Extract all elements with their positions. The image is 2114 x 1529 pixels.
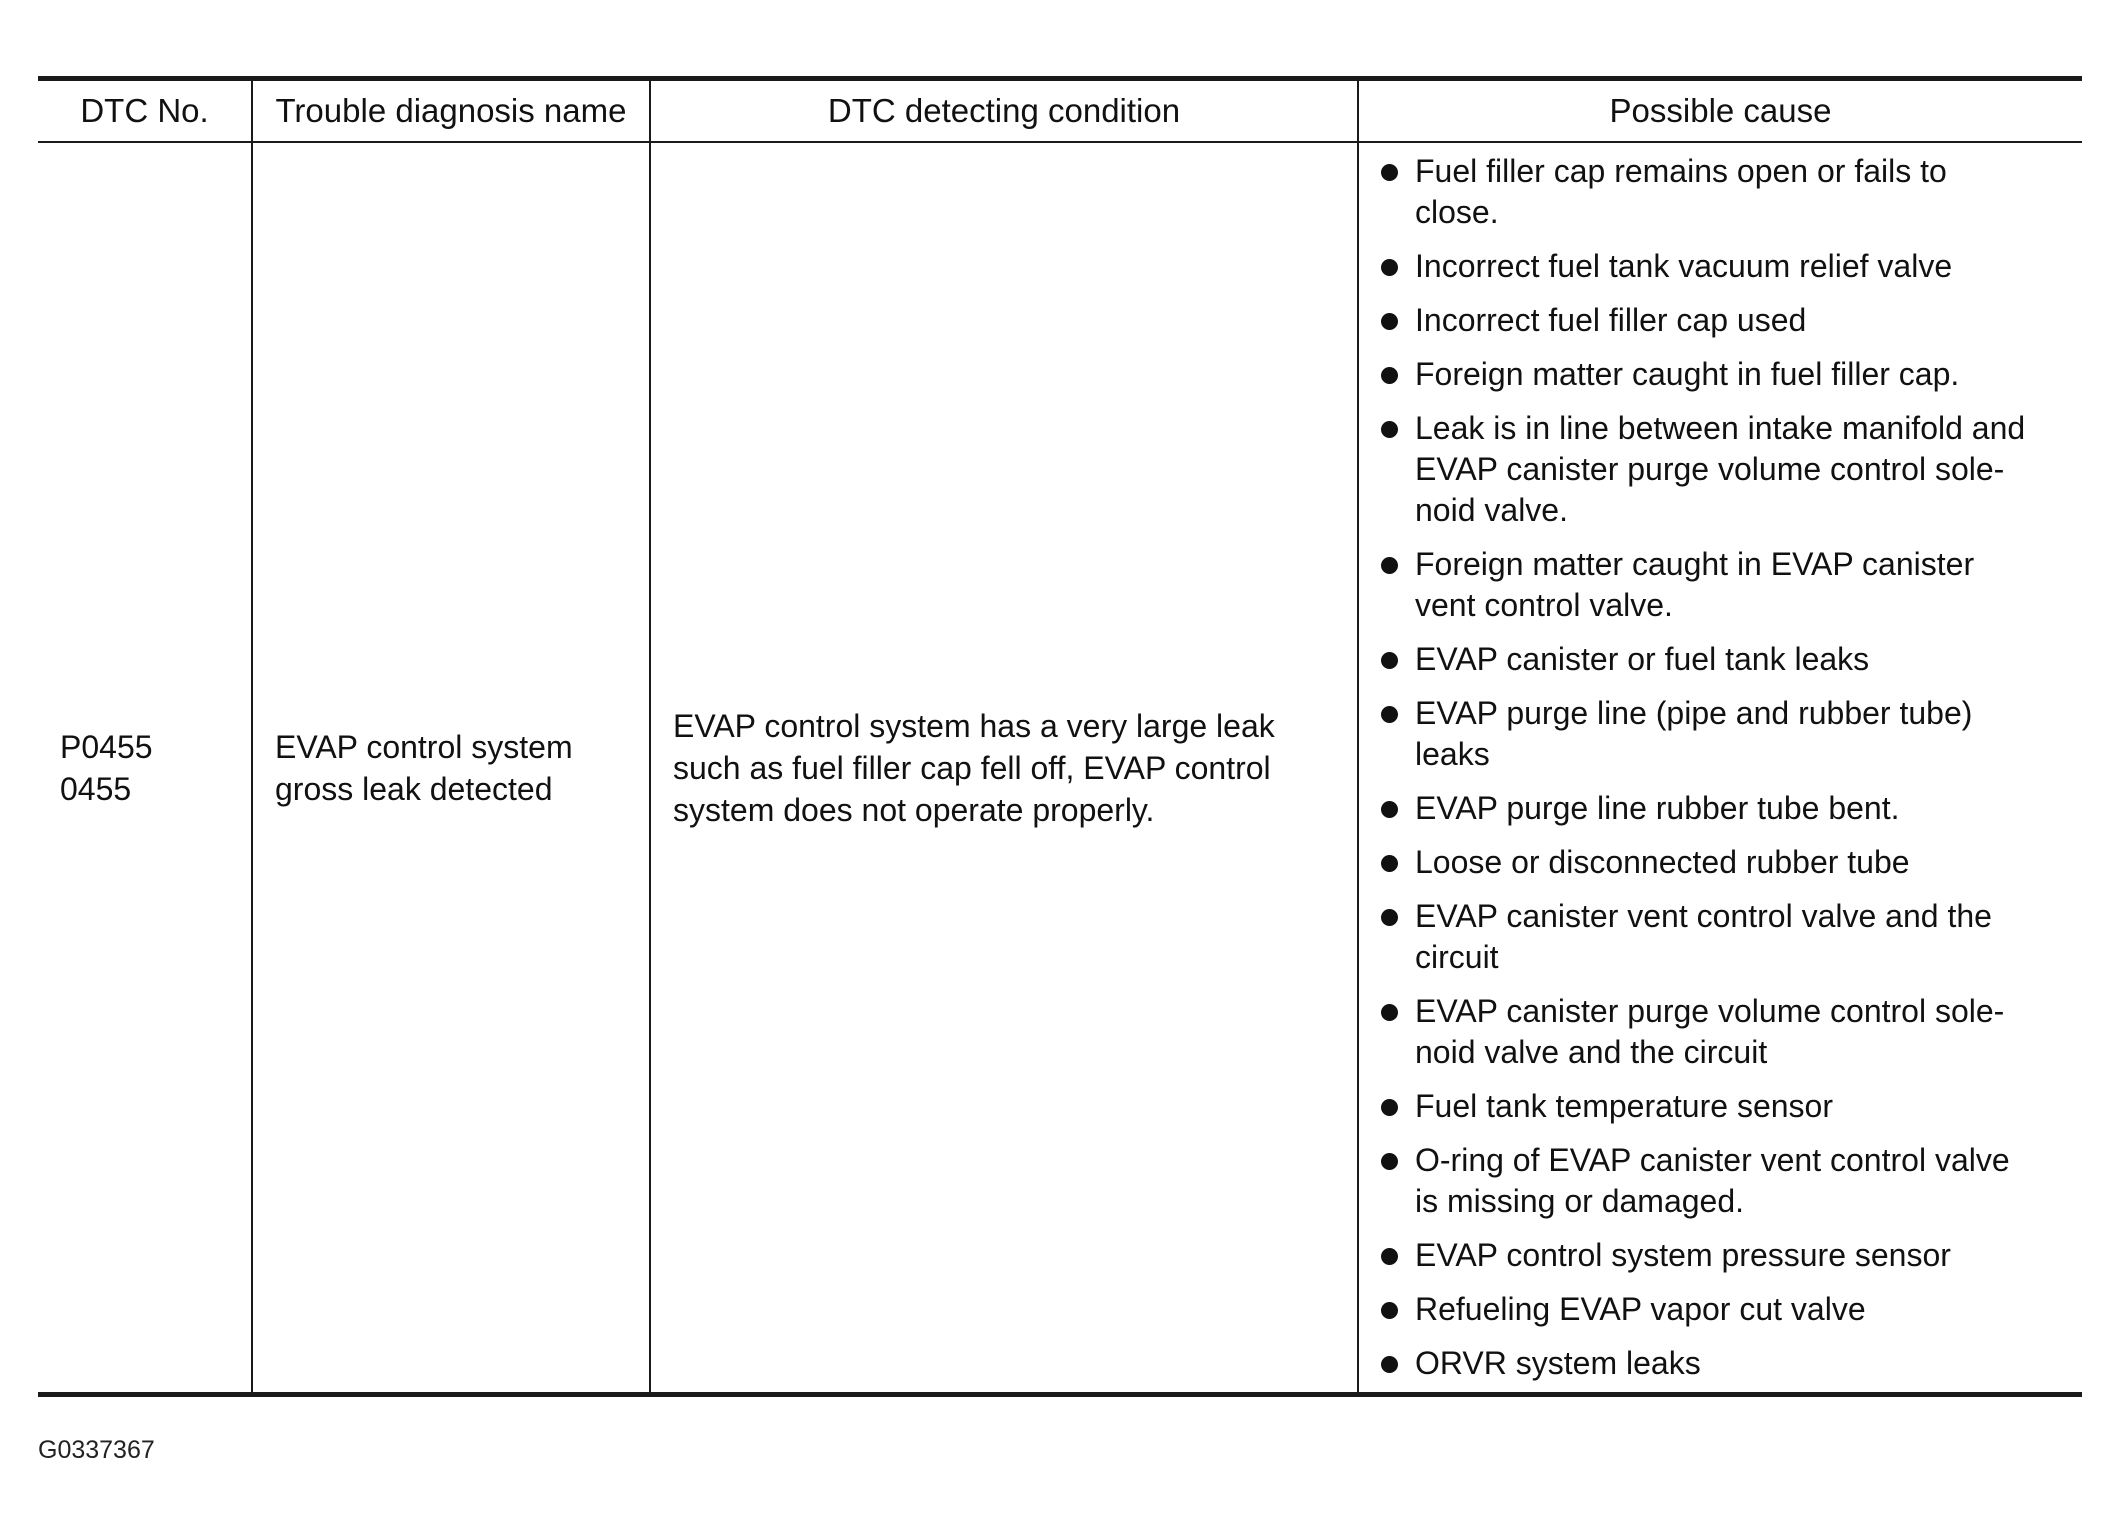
cause-item — [1379, 896, 2072, 978]
cause-text-line: ORVR system leaks — [1415, 1345, 1701, 1381]
bullet-icon — [1381, 1153, 1398, 1170]
bullet-icon — [1381, 652, 1398, 669]
bullet-icon — [1381, 313, 1398, 330]
cause-item — [1379, 1086, 2072, 1127]
cause-text-line: EVAP purge line (pipe and rubber tube) — [1415, 695, 1973, 731]
cause-item — [1379, 788, 2072, 829]
cause-item — [1379, 151, 2072, 233]
bullet-icon — [1381, 557, 1398, 574]
cause-text-line: Loose or disconnected rubber tube — [1415, 844, 1910, 880]
cause-text-line: Leak is in line between intake manifold and — [1415, 410, 2026, 446]
header-row — [38, 79, 2082, 143]
condition-line: EVAP control system has a very large leak — [673, 707, 1275, 744]
cause-item — [1379, 408, 2072, 531]
dtc-code-primary: P0455 — [60, 728, 153, 765]
bullet-icon — [1381, 164, 1398, 181]
bullet-icon — [1381, 855, 1398, 872]
header-dtc-no: DTC No. — [38, 79, 252, 143]
cause-item — [1379, 639, 2072, 680]
possible-cause-cell — [1358, 142, 2082, 1395]
cause-text-line: close. — [1415, 194, 1499, 230]
cause-text-line: EVAP purge line rubber tube bent. — [1415, 790, 1900, 826]
cause-text-line: EVAP canister or fuel tank leaks — [1415, 641, 1870, 677]
cause-text-line: leaks — [1415, 736, 1490, 772]
condition-line: such as fuel filler cap fell off, EVAP control — [673, 749, 1271, 786]
cause-text-line: Incorrect fuel filler cap used — [1415, 302, 1807, 338]
trouble-name-cell — [252, 142, 650, 1395]
cause-text-line: is missing or damaged. — [1415, 1183, 1745, 1219]
bullet-icon — [1381, 1099, 1398, 1116]
cause-text-line: EVAP canister purge volume control sole- — [1415, 993, 2005, 1029]
condition-line: system does not operate properly. — [673, 791, 1155, 828]
cause-item — [1379, 300, 2072, 341]
cause-text-line: Foreign matter caught in fuel filler cap. — [1415, 356, 1960, 392]
header-trouble-name: Trouble diagnosis name — [252, 79, 650, 143]
cause-item — [1379, 1235, 2072, 1276]
trouble-name-line: gross leak detected — [275, 770, 553, 807]
cause-text-line: noid valve. — [1415, 492, 1568, 528]
cause-text-line: vent control valve. — [1415, 587, 1673, 623]
header-possible-cause: Possible cause — [1358, 79, 2082, 143]
cause-text-line: EVAP canister purge volume control sole- — [1415, 451, 2005, 487]
dtc-table — [38, 76, 2082, 1397]
cause-item — [1379, 693, 2072, 775]
cause-item — [1379, 842, 2072, 883]
cause-text-line: O-ring of EVAP canister vent control valve — [1415, 1142, 2010, 1178]
bullet-icon — [1381, 801, 1398, 818]
bullet-icon — [1381, 909, 1398, 926]
cause-text-line: Refueling EVAP vapor cut valve — [1415, 1291, 1866, 1327]
cause-text-line: Fuel tank temperature sensor — [1415, 1088, 1833, 1124]
bullet-icon — [1381, 1356, 1398, 1373]
cause-item — [1379, 1140, 2072, 1222]
dtc-code-cell — [38, 142, 252, 1395]
cause-item — [1379, 1289, 2072, 1330]
cause-text-line: EVAP control system pressure sensor — [1415, 1237, 1951, 1273]
bullet-icon — [1381, 259, 1398, 276]
table-row — [38, 142, 2082, 1395]
bullet-icon — [1381, 1248, 1398, 1265]
detecting-condition-cell — [650, 142, 1358, 1395]
cause-item — [1379, 354, 2072, 395]
bullet-icon — [1381, 421, 1398, 438]
bullet-icon — [1381, 706, 1398, 723]
cause-item — [1379, 991, 2072, 1073]
cause-item — [1379, 544, 2072, 626]
trouble-name-line: EVAP control system — [275, 728, 573, 765]
bullet-icon — [1381, 1302, 1398, 1319]
cause-item — [1379, 246, 2072, 287]
bullet-icon — [1381, 1004, 1398, 1021]
cause-text-line: noid valve and the circuit — [1415, 1034, 1768, 1070]
bullet-icon — [1381, 367, 1398, 384]
dtc-code-secondary: 0455 — [60, 770, 132, 807]
cause-text-line: Incorrect fuel tank vacuum relief valve — [1415, 248, 1953, 284]
header-detecting-condition: DTC detecting condition — [650, 79, 1358, 143]
document-id: G0337367 — [38, 1436, 155, 1464]
cause-text-line: circuit — [1415, 939, 1499, 975]
possible-cause-list — [1379, 151, 2072, 1384]
cause-text-line: Fuel filler cap remains open or fails to — [1415, 153, 1947, 189]
cause-text-line: EVAP canister vent control valve and the — [1415, 898, 1992, 934]
cause-text-line: Foreign matter caught in EVAP canister — [1415, 546, 1975, 582]
cause-item — [1379, 1343, 2072, 1384]
